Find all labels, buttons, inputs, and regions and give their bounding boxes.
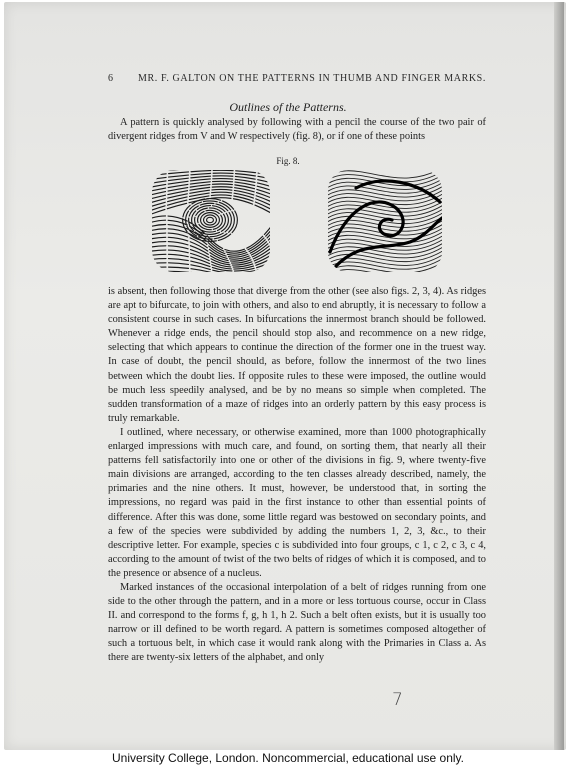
body-paragraph: I outlined, where necessary, or otherwise examined, more than 1000 photographically enlarged impressions with much care, and found, on sorting them, that nearly all their patterns fell satisfactorily into one or other of the divisions in fig. 9, where twenty-five main divisions are arranged, according to the ten classes already described, namely, the primaries and the nine others. It must, however, be understood that, in sorting the impressions, no regard was paid in the first instance to other than essential points of difference. After this was done, some little regard was bestowed on secondary points, and a few of the species were subdivided by adding the numbers 1, 2, 3, &c., to their descriptive letter. For example, species c is subdivided into four groups, c 1, c 2, c 3, c 4, according to the amount of twist of the two belts of ridges of which it is composed, and to the presence or absence of a nucleus. — [108, 426, 486, 579]
body-paragraph: is absent, then following those that diverge from the other (see also figs. 2, 3, 4). As ridges are apt to bifurcate, to join with others, and also to end abruptly, it is necessary to follow a consistent course in such cases. In bifurcations the innermost branch should be followed. Whenever a ridge ends, the pencil should stop also, and recommence on a new ridge, selecting that which appears to continue the direction of the former one in the truest way. In case of doubt, the pencil should, as before, follow the innermost of the two lines between which the doubt lies. If opposite rules to these were imposed, the outline would be much less speedily analysed, and be by no means so simple when completed. The sudden transformation of a maze of ridges into an orderly pattern by this easy process is truly remarkable. — [108, 286, 486, 424]
body-paragraph: Marked instances of the occasional interpolation of a belt of ridges running from one side to the other through the pattern, and in a more or less tortuous course, occur in Class II. and correspond to the forms f, g, h 1, h 2. Such a belt often exists, but it is usually too narrow or ill defined to be worth regard. A pattern is sometimes composed altogether of such a tortuous belt, in which case it would rank along with the Primaries in Class a. As there are twenty-six letters of the alphabet, and only — [108, 581, 486, 664]
running-title: MR. F. GALTON ON THE PATTERNS IN THUMB AND FINGER MARKS. — [138, 73, 486, 84]
archive-credit-footer: University College, London. Noncommercial, educational use only. — [112, 751, 464, 765]
intro-paragraph — [108, 116, 486, 144]
section-title: Outlines of the Patterns. — [229, 100, 347, 114]
figure-caption: Fig. 8. — [276, 156, 300, 166]
body-text — [108, 285, 486, 666]
fingerprint-outline-image — [326, 168, 444, 274]
handwritten-page-mark: 7 — [392, 690, 403, 710]
page-number: 6 — [108, 73, 114, 84]
intro-paragraph-text: A pattern is quickly analysed by following with a pencil the course of the two pair of divergent ridges from V and W respectively (fig. 8), or if one of these points — [108, 117, 486, 143]
fingerprint-impression-image — [150, 168, 272, 274]
